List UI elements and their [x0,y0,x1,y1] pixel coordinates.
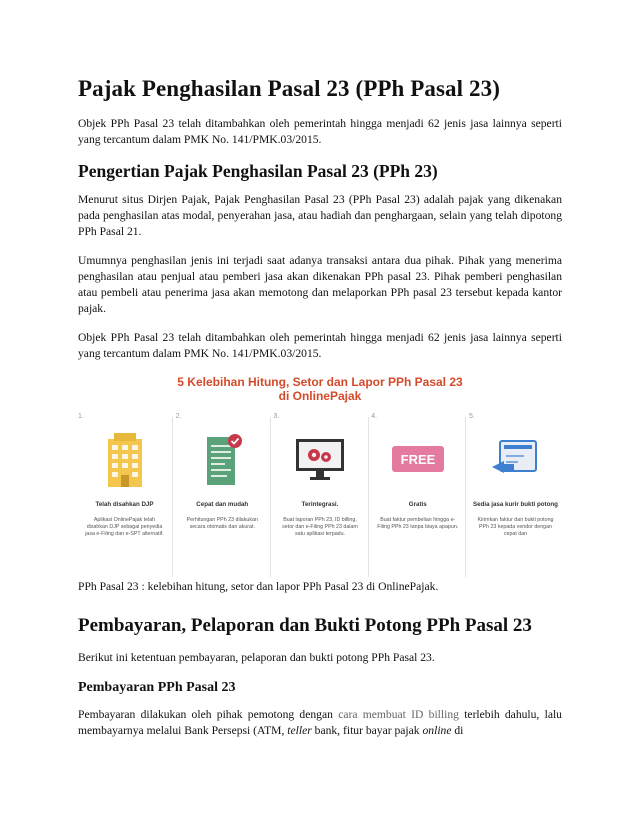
page-title: Pajak Penghasilan Pasal 23 (PPh Pasal 23) [78,76,500,101]
step-description: Kirimkan faktur dan bukti potong PPh 23 kepada vendor dengan cepat dan [477,517,554,538]
paragraph-transaction: Umumnya penghasilan jenis ini terjadi saat adanya transaksi antara dua pihak. Pihak yang menerima penghasilan atau penjual atau pemberi jasa akan dikenakan PPh pasal 23. Pihak pemberi penghasilan atau pembeli atau penerima jasa akan memotong dan melaporkan PPh pasal 23 tersebut kepada kantor pajak. [78,254,562,316]
step-number: 5. [469,413,475,421]
infographic-image [78,375,562,565]
intro-paragraph: Objek PPh Pasal 23 telah ditambahkan oleh pemerintah hingga menjadi 62 jenis jasa lainnya seperti yang tercantum dalam PMK No. 141/PMK.03/2015. [78,117,562,147]
paragraph-emphasis: online [422,724,452,738]
paragraph-pembayaran [78,707,562,739]
infographic-step-5 [469,413,562,538]
step-number: 3. [273,413,280,421]
infographic-title-line2: di OnlinePajak [278,389,362,404]
free-tag-icon [371,429,464,491]
step-description: Buat laporan PPh 23, ID billing, setor dan e-Filing PPh 23 dalam satu aplikasi terpadu. [282,517,358,538]
paragraph-text: terlebih dahulu, lalu membayarnya melalui Bank Persepsi (ATM, [78,708,562,738]
step-title: Terintegrasi. [301,501,339,509]
infographic-step-3 [274,413,367,538]
document-content [78,76,562,752]
step-description: Aplikasi OnlinePajak telah disahkan DJP sebagai penyedia jasa e-Filing dan e-SPT alternatif. [85,517,164,538]
step-divider [465,417,466,577]
document-check-icon [176,429,269,491]
infographic-step-4 [371,413,464,538]
step-title: Telah disahkan DJP [95,501,154,509]
step-divider [368,417,369,577]
step-number: 1. [78,413,84,421]
infographic-title [78,375,562,403]
infographic-title-line1: 5 Kelebihan Hitung, Setor dan Lapor PPh Pasal 23 [177,375,463,390]
building-icon [78,429,171,491]
step-number: 4. [371,413,378,421]
paragraph-objek: Objek PPh Pasal 23 telah ditambahkan oleh pemerintah hingga menjadi 62 jenis jasa lainnya seperti yang tercantum dalam PMK No. 141/PMK.03/2015. [78,331,562,361]
infographic-caption: PPh Pasal 23 : kelebihan hitung, setor dan lapor PPh Pasal 23 di OnlinePajak. [78,580,439,594]
step-number: 2. [175,413,182,421]
section-heading-pengertian: Pengertian Pajak Penghasilan Pasal 23 (PPh 23) [78,161,438,182]
infographic-step-1 [78,413,171,538]
infographic-step-2 [176,413,269,538]
step-title: Sedia jasa kurir bukti potong [473,501,558,509]
infographic-steps [78,413,562,538]
paragraph-emphasis: teller [287,724,312,738]
step-title: Cepat dan mudah [196,501,249,509]
paragraph-text: Pembayaran dilakukan oleh pihak pemotong dengan [78,708,339,722]
svg-text:FREE: FREE [400,452,436,468]
paragraph-text: di [451,724,464,738]
step-title: Gratis [408,501,427,509]
paragraph-definition: Menurut situs Dirjen Pajak, Pajak Penghasilan Pasal 23 (PPh Pasal 23) adalah pajak yang dikenakan pada penghasilan atas modal, penyerahan jasa, atau hadiah dan penghargaan, selain yang telah dipotong PPh Pasal 21. [78,193,562,239]
paragraph-text: bank, fitur bayar pajak [311,724,423,738]
subsection-heading-pembayaran: Pembayaran PPh Pasal 23 [78,680,236,696]
step-description: Buat faktur pembelian hingga e-Filing PPh 23 tanpa biaya apapun. [377,517,459,531]
billing-id-link[interactable]: cara membuat ID billing [338,708,459,722]
step-description: Perhitungan PPh 23 dilakukan secara otomatis dan akurat. [186,517,258,531]
step-divider [270,417,271,577]
section-heading-pembayaran-pelaporan: Pembayaran, Pelaporan dan Bukti Potong PPh Pasal 23 [78,615,532,637]
courier-icon [469,429,562,491]
paragraph-ketentuan: Berikut ini ketentuan pembayaran, pelaporan dan bukti potong PPh Pasal 23. [78,651,435,665]
monitor-gears-icon [274,429,367,491]
step-divider [172,417,173,577]
